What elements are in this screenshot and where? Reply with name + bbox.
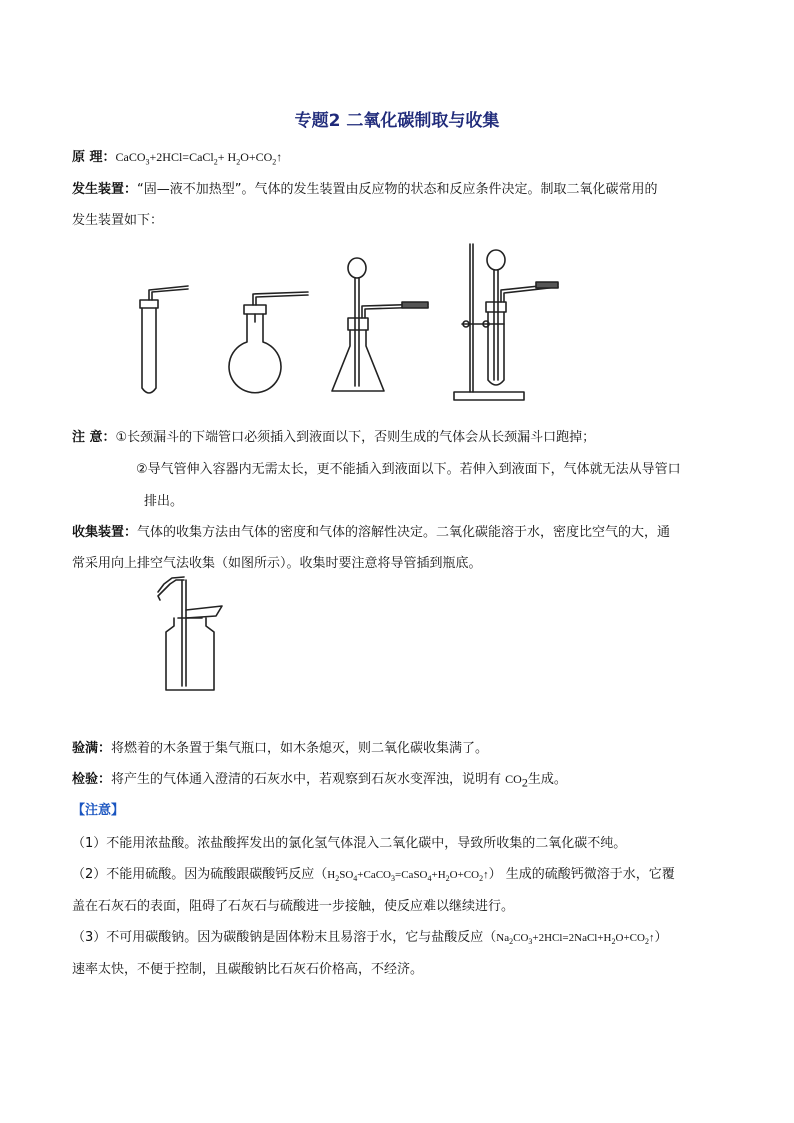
attention-header: 【注意】 <box>72 803 125 818</box>
test-tube-apparatus-figure <box>130 278 195 403</box>
full-check-label: 验满： <box>72 741 112 756</box>
attention-item-2: （2）不能用硫酸。因为硫酸跟碳酸钙反应$(H_2SO_4+CaCO_3=CaSO_4+H_2O+CO_2↑)$ 生成的硫酸钙微溶于水，它覆 <box>72 867 675 884</box>
generator-label: 发生装置： <box>72 182 138 197</box>
principle-label: 原 理： <box>72 150 116 165</box>
attention-item-2-cont: 盖在石灰石的表面，阻碍了石灰石与硫酸进一步接触，使反应难以继续进行。 <box>72 899 515 914</box>
notes-line-1 <box>72 426 595 445</box>
attention-item-3: （3）不可用碳酸钠。因为碳酸钠是固体粉末且易溶于水，它与盐酸反应$(Na_2CO_3+2HCl=2NaCl+H_2O+CO_2↑)$ <box>72 930 668 947</box>
principle-line <box>72 146 282 166</box>
test-label: 检验： <box>72 772 112 787</box>
collection-line-1 <box>72 521 670 540</box>
sulfuric-acid-equation: $H_2SO_4+CaCO_3=CaSO_4+H_2O+CO_2↑$ <box>327 869 489 884</box>
full-check-line <box>72 737 488 756</box>
principle-equation: CaCO$_3$+2HCl=CaCl$_2$+ $H_2O+CO_2↑$ <box>115 150 283 167</box>
sodium-carbonate-equation: $Na_2CO_3+2HCl=2NaCl+H_2O+CO_2↑$ <box>496 932 655 947</box>
collection-text: 气体的收集方法由气体的密度和气体的溶解性决定。二氧化碳能溶于水，密度比空气的大，通 <box>137 525 671 540</box>
note-2b: 排出。 <box>144 494 184 509</box>
gas-collection-bottle-figure <box>150 574 232 698</box>
collection-line-2: 常采用向上排空气法收集（如图所示）。收集时要注意将导管插到瓶底。 <box>72 556 482 571</box>
note-2a: ②导气管伸入容器内无需太长，更不能插入到液面以下。若伸入到液面下，气体就无法从导管口 <box>136 462 681 477</box>
notes-label: 注 意： <box>72 430 116 445</box>
test-line: 检验：将产生的气体通入澄清的石灰水中，若观察到石灰水变浑浊，说明有 $CO_2$生成。 <box>72 772 567 790</box>
collection-label: 收集装置： <box>72 525 138 540</box>
attention-item-3-cont: 速率太快，不便于控制，且碳酸钠比石灰石价格高，不经济。 <box>72 962 424 977</box>
generator-line-1 <box>72 178 658 197</box>
test-text: 将产生的气体通入澄清的石灰水中，若观察到石灰水变浑浊，说明有 <box>111 772 506 787</box>
page-title: 专题2 二氧化碳制取与收集 <box>294 111 500 131</box>
generator-text: “固—液不加热型”。气体的发生装置由反应物的状态和反应条件决定。制取二氧化碳常用的 <box>137 182 658 197</box>
stand-test-tube-funnel-apparatus-figure <box>452 240 562 405</box>
note-1: ①长颈漏斗的下端管口必须插入到液面以下，否则生成的气体会从长颈漏斗口跑掉； <box>115 430 596 445</box>
full-check-text: 将燃着的木条置于集气瓶口，如木条熄灭，则二氧化碳收集满了。 <box>111 741 489 756</box>
conical-flask-funnel-apparatus-figure <box>326 246 431 401</box>
generator-line-2: 发生装置如下： <box>72 213 164 228</box>
round-flask-apparatus-figure <box>220 282 315 402</box>
attention-item-1: （1）不能用浓盐酸。浓盐酸挥发出的氯化氢气体混入二氧化碳中，导致所收集的二氧化碳不纯。 <box>72 836 627 851</box>
